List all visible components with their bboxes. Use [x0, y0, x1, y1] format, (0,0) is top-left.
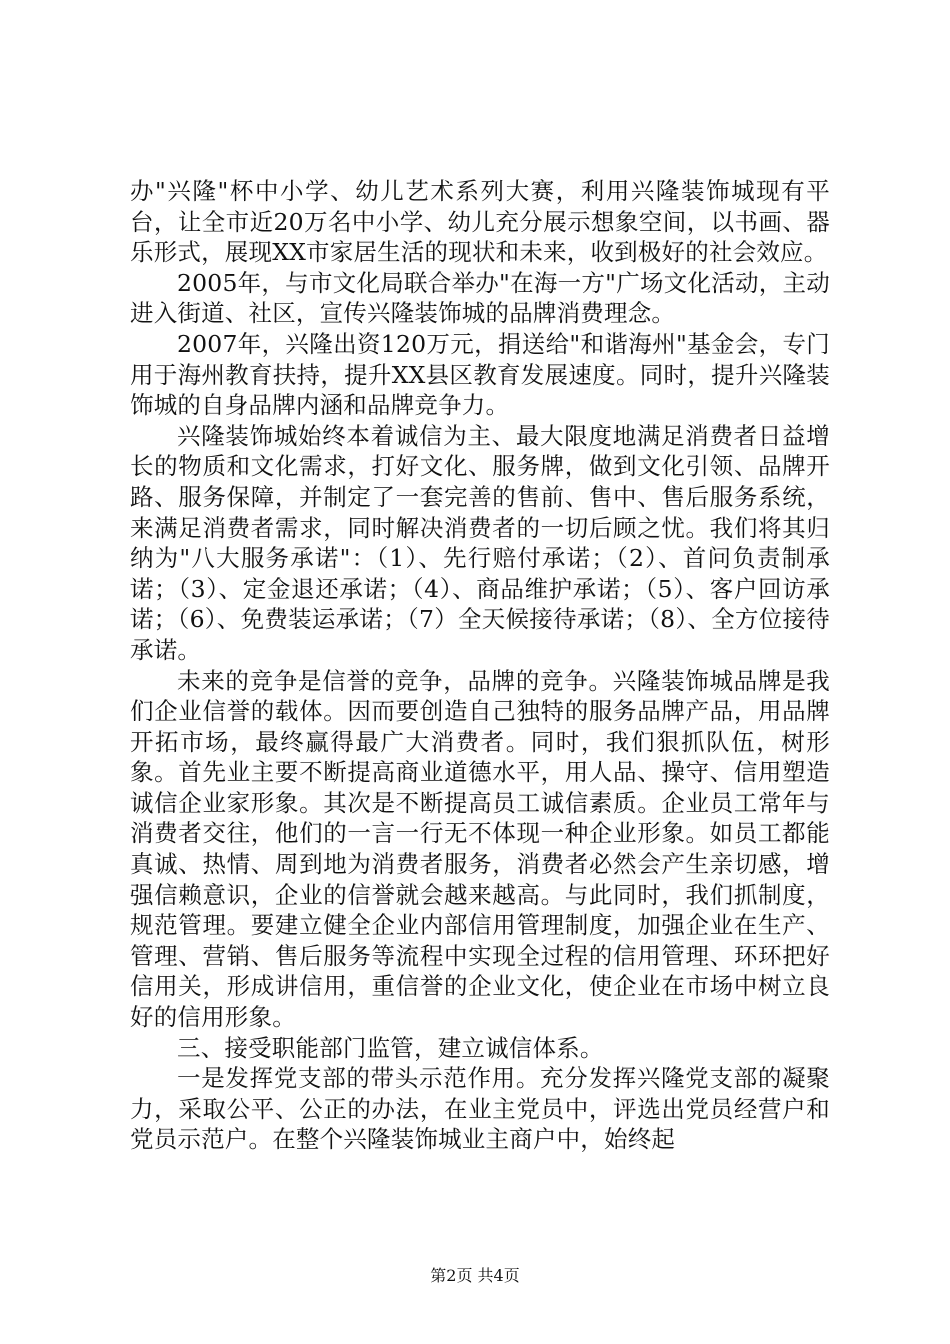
paragraph-1: 办"兴隆"杯中小学、幼儿艺术系列大赛，利用兴隆装饰城现有平台，让全市近20万名中小学、幼儿充分展示想象空间，以书画、器乐形式，展现XX市家居生活的现状和未来，收到极好的社会效应。: [130, 177, 830, 267]
page-number-footer: 第2页 共4页: [430, 1266, 520, 1285]
section-heading: 三、接受职能部门监管，建立诚信体系。: [177, 1033, 604, 1062]
paragraph-4: 兴隆装饰城始终本着诚信为主、最大限度地满足消费者日益增长的物质和文化需求，打好文化、服务牌，做到文化引领、品牌开路、服务保障，并制定了一套完善的售前、售中、售后服务系统，来满足消费者需求，同时解决消费者的一切后顾之忧。我们将其归纳为"八大服务承诺"：（1）、先行赔付承诺；（2）、首问负责制承诺；（3）、定金退还承诺；（4）、商品维护承诺；（5）、客户回访承诺；（6）、免费装运承诺；（7）全天候接待承诺；（8）、全方位接待承诺。: [130, 421, 830, 664]
paragraph-2: 2005年，与市文化局联合举办"在海一方"广场文化活动，主动进入街道、社区，宣传兴隆装饰城的品牌消费理念。: [130, 268, 830, 328]
paragraph-5: 未来的竞争是信誉的竞争，品牌的竞争。兴隆装饰城品牌是我们企业信誉的载体。因而要创造自己独特的服务品牌产品，用品牌开拓市场，最终赢得最广大消费者。同时，我们狠抓队伍，树形象。首先业主要不断提高商业道德水平，用人品、操守、信用塑造诚信企业家形象。其次是不断提高员工诚信素质。企业员工常年与消费者交往，他们的一言一行无不体现一种企业形象。如员工都能真诚、热情、周到地为消费者服务，消费者必然会产生亲切感，增强信赖意识，企业的信誉就会越来越高。与此同时，我们抓制度，规范管理。要建立健全企业内部信用管理制度，加强企业在生产、管理、营销、售后服务等流程中实现全过程的信用管理、环环把好信用关，形成讲信用，重信誉的企业文化，使企业在市场中树立良好的信用形象。: [130, 666, 830, 1032]
paragraph-7: 一是发挥党支部的带头示范作用。充分发挥兴隆党支部的凝聚力，采取公平、公正的办法，在业主党员中，评选出党员经营户和党员示范户。在整个兴隆装饰城业主商户中，始终起: [130, 1064, 830, 1154]
document-body: [130, 176, 830, 1155]
paragraph-3: 2007年，兴隆出资120万元，捐送给"和谐海州"基金会，专门用于海州教育扶持，提升XX县区教育发展速度。同时，提升兴隆装饰城的自身品牌内涵和品牌竞争力。: [130, 329, 830, 420]
